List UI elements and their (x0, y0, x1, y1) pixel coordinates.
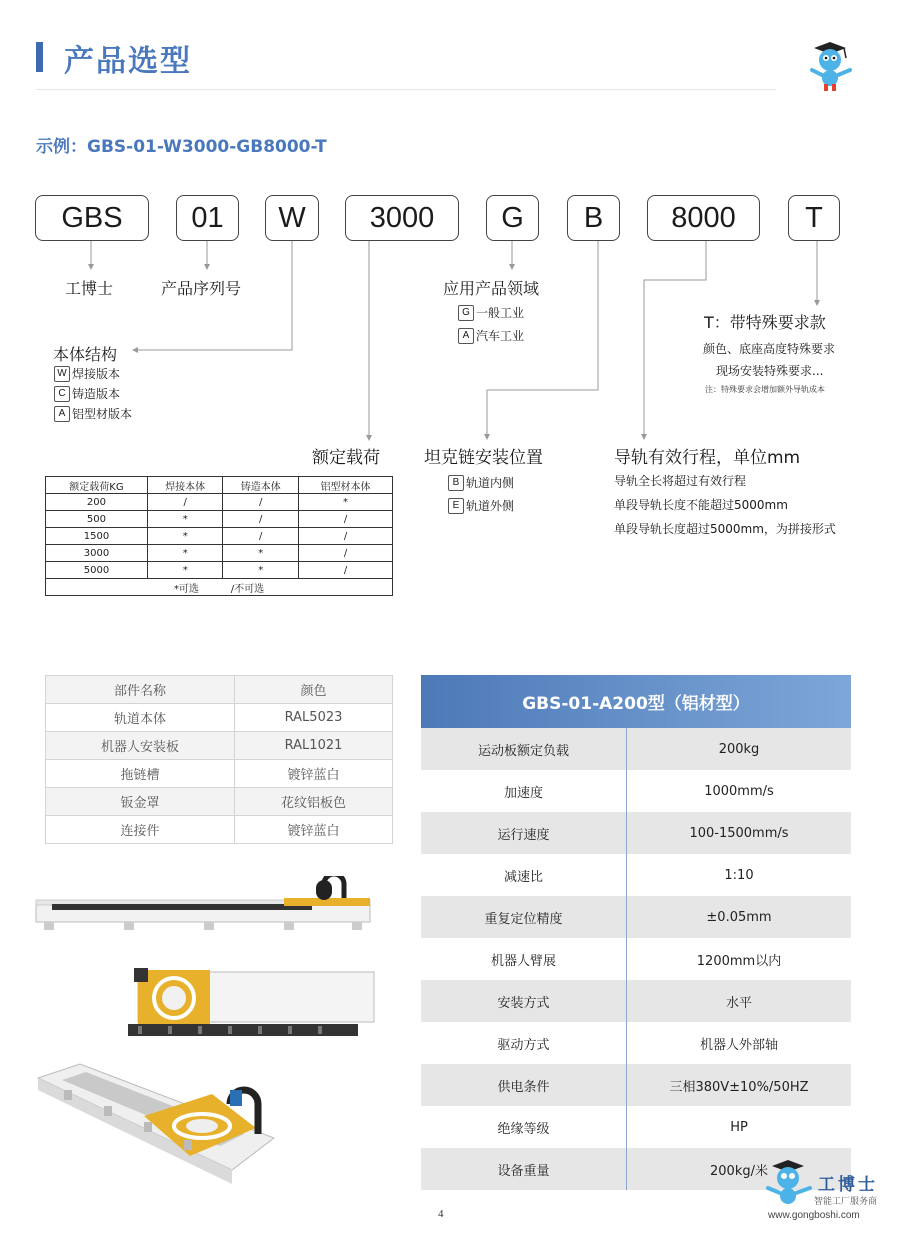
spec-row (421, 1106, 851, 1148)
spec-key: 加速度 (421, 770, 627, 812)
label-load: 额定载荷 (312, 448, 380, 468)
spec-row (421, 896, 851, 938)
spec-key: 驱动方式 (421, 1022, 627, 1064)
option-key: E (448, 498, 464, 514)
table-row (46, 732, 393, 760)
legend-unavailable: /不可选 (230, 583, 265, 595)
spec-key: 机器人臂展 (421, 938, 627, 980)
table-cell: 500 (46, 511, 148, 528)
example-code: 示例：GBS-01-W3000-GB8000-T (36, 137, 327, 157)
table-cell: / (299, 511, 393, 528)
table-header: 部件名称 (46, 676, 235, 704)
spec-key: 运动板额定负载 (421, 728, 627, 770)
table-cell: 镀锌蓝白 (235, 760, 393, 788)
table-legend (46, 579, 393, 596)
table-cell: * (147, 511, 223, 528)
option-text: 轨道内侧 (466, 476, 515, 490)
spec-table-title: GBS-01-A200型（铝材型） (421, 675, 851, 728)
label-structure: 本体结构 (53, 345, 118, 364)
travel-note: 单段导轨长度超过5000mm，为拼接形式 (614, 522, 836, 536)
structure-option (54, 405, 132, 422)
option-key: A (458, 328, 474, 344)
spec-value: 三相380V±10%/50HZ (669, 1079, 809, 1095)
spec-value: HP (730, 1119, 748, 1135)
footer-mascot-icon (764, 1156, 816, 1212)
spec-row (421, 812, 851, 854)
table-cell: 拖链槽 (46, 760, 235, 788)
rail-top-view-image (128, 962, 378, 1040)
option-text: 铸造版本 (72, 387, 121, 401)
special-footnote: 注：特殊要求会增加额外导轨成本 (705, 385, 825, 394)
table-row (46, 816, 393, 844)
code-box-serial: 01 (176, 195, 239, 241)
spec-row (421, 1022, 851, 1064)
table-row (46, 788, 393, 816)
spec-key: 运行速度 (421, 812, 627, 854)
table-cell: 5000 (46, 562, 148, 579)
footer-logo-url: www.gongboshi.com (768, 1210, 860, 1221)
structure-option (54, 385, 120, 402)
spec-row (421, 728, 851, 770)
footer-logo-name: 工博士 (818, 1175, 878, 1195)
table-cell: 镀锌蓝白 (235, 816, 393, 844)
special-note: 现场安装特殊要求... (716, 364, 824, 378)
spec-key: 重复定位精度 (421, 896, 627, 938)
table-header: 额定载荷KG (46, 477, 148, 494)
footer-logo-tagline: 智能工厂服务商 (814, 1197, 878, 1207)
spec-key: 减速比 (421, 854, 627, 896)
table-header: 铝型材本体 (299, 477, 393, 494)
table-cell: / (299, 528, 393, 545)
table-cell: * (147, 528, 223, 545)
travel-note: 单段导轨长度不能超过5000mm (614, 498, 788, 512)
option-text: 轨道外侧 (466, 499, 515, 513)
option-key: B (448, 475, 464, 491)
spec-value: 200kg (718, 741, 760, 757)
label-application: 应用产品领域 (443, 279, 540, 298)
spec-key: 设备重量 (421, 1148, 627, 1190)
structure-option (54, 365, 120, 382)
table-cell: 200 (46, 494, 148, 511)
table-row (46, 704, 393, 732)
spec-row (421, 938, 851, 980)
table-header: 铸造本体 (223, 477, 299, 494)
table-cell: * (223, 562, 299, 579)
code-box-structure: W (265, 195, 319, 241)
table-cell: / (299, 545, 393, 562)
option-key: C (54, 386, 70, 402)
table-row (46, 494, 393, 511)
table-header-row (46, 477, 393, 494)
spec-value: 机器人外部轴 (699, 1037, 778, 1053)
option-text: 汽车工业 (476, 329, 525, 343)
load-table (45, 476, 393, 596)
spec-value: 1200mm以内 (696, 953, 782, 969)
chain-option (448, 497, 514, 514)
table-header: 颜色 (235, 676, 393, 704)
table-cell: 3000 (46, 545, 148, 562)
spec-value: 水平 (725, 995, 752, 1011)
label-travel: 导轨有效行程，单位mm (614, 448, 801, 468)
table-cell: 花纹铝板色 (235, 788, 393, 816)
option-key: A (54, 406, 70, 422)
table-cell: * (223, 545, 299, 562)
table-cell: / (223, 494, 299, 511)
spec-row (421, 854, 851, 896)
page-number: 4 (438, 1208, 444, 1220)
spec-row (421, 770, 851, 812)
spec-key: 安装方式 (421, 980, 627, 1022)
travel-note: 导轨全长将超过有效行程 (614, 474, 747, 488)
option-key: G (458, 305, 474, 321)
table-cell: * (299, 494, 393, 511)
code-box-load: 3000 (345, 195, 459, 241)
table-cell: / (223, 528, 299, 545)
table-cell: / (223, 511, 299, 528)
table-cell: 连接件 (46, 816, 235, 844)
application-option (458, 304, 524, 321)
table-row (46, 511, 393, 528)
table-cell: 轨道本体 (46, 704, 235, 732)
spec-value: 100-1500mm/s (689, 825, 789, 841)
table-cell: / (299, 562, 393, 579)
table-cell: * (147, 562, 223, 579)
code-box-travel: 8000 (647, 195, 760, 241)
table-header: 焊接本体 (147, 477, 223, 494)
rail-perspective-image (34, 1060, 284, 1188)
table-cell: * (147, 545, 223, 562)
option-text: 一般工业 (476, 306, 525, 320)
option-key: W (54, 366, 70, 382)
option-text: 铝型材版本 (72, 407, 133, 421)
spec-value: 1000mm/s (704, 783, 774, 799)
spec-value: 200kg/米 (710, 1163, 768, 1179)
table-row (46, 562, 393, 579)
spec-key: 绝缘等级 (421, 1106, 627, 1148)
table-legend-row (46, 579, 393, 596)
chain-option (448, 474, 514, 491)
table-cell: RAL1021 (235, 732, 393, 760)
code-box-application: G (486, 195, 539, 241)
label-serial: 产品序列号 (161, 279, 242, 298)
table-cell: 1500 (46, 528, 148, 545)
table-cell: / (147, 494, 223, 511)
spec-value: ±0.05mm (706, 909, 772, 925)
label-special: T：带特殊要求款 (704, 313, 826, 332)
code-box-special: T (788, 195, 840, 241)
table-row (46, 545, 393, 562)
page-title: 产品选型 (64, 44, 192, 79)
code-box-chain: B (567, 195, 620, 241)
table-cell: 钣金罩 (46, 788, 235, 816)
spec-value: 1:10 (724, 867, 754, 883)
rail-side-view-image (34, 876, 374, 938)
spec-table (421, 675, 851, 1190)
table-cell: 机器人安装板 (46, 732, 235, 760)
option-text: 焊接版本 (72, 367, 121, 381)
table-header-row (46, 676, 393, 704)
legend-optional: *可选 (173, 583, 199, 595)
special-note: 颜色、底座高度特殊要求 (703, 342, 836, 356)
application-option (458, 327, 524, 344)
code-box-series: GBS (35, 195, 149, 241)
spec-key: 供电条件 (421, 1064, 627, 1106)
spec-row (421, 1064, 851, 1106)
table-row (46, 760, 393, 788)
table-cell: RAL5023 (235, 704, 393, 732)
color-table (45, 675, 393, 844)
spec-row (421, 980, 851, 1022)
label-brand: 工博士 (65, 279, 114, 298)
label-chain: 坦克链安装位置 (424, 448, 543, 468)
table-row (46, 528, 393, 545)
